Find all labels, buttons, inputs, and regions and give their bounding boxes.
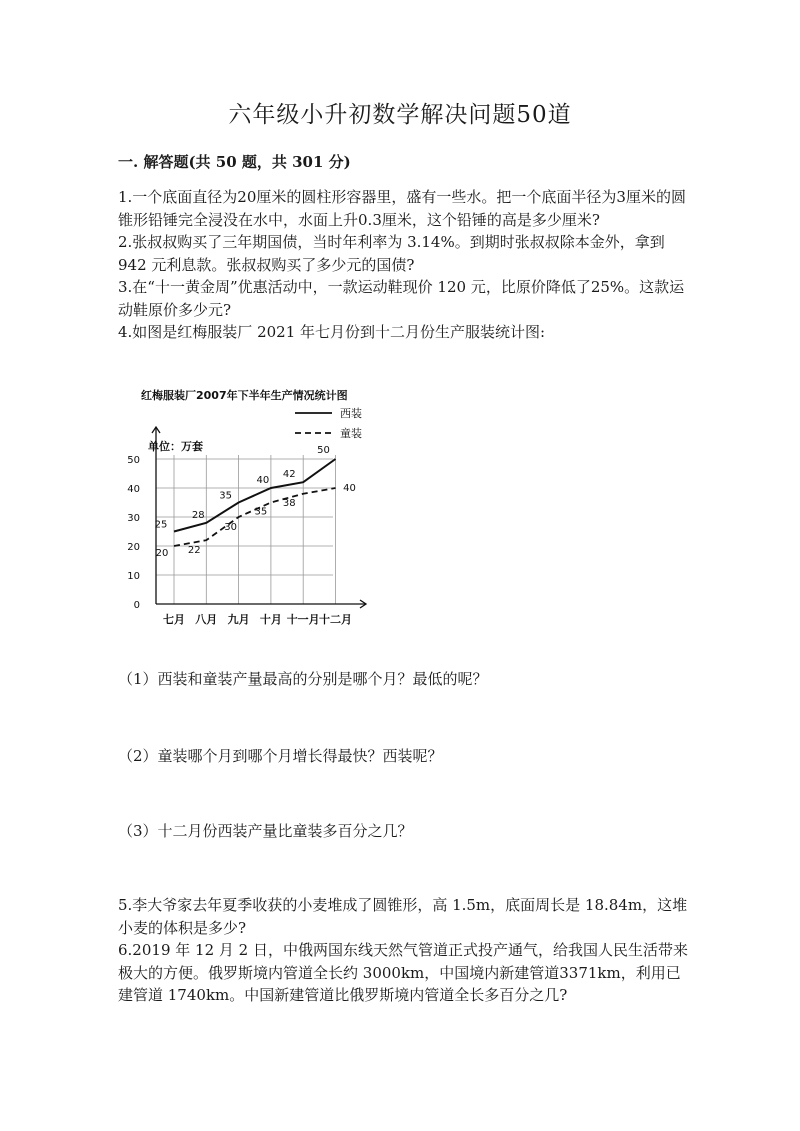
data-label: 40 <box>256 475 270 486</box>
page-title: 六年级小升初数学解决问题50道 <box>228 102 572 128</box>
problem-1: 1.一个底面直径为20厘米的圆柱形容器里，盛有一些水。把一个底面半径为3厘米的圆锥形铅锤完全浸没在水中，水面上升0.3厘米，这个铅锤的高是多少厘米? <box>118 188 686 229</box>
data-label: 35 <box>219 490 232 502</box>
x-tick-label: 十一月 <box>286 613 320 626</box>
x-tick-label: 九月 <box>227 613 250 626</box>
data-label: 35 <box>254 506 268 518</box>
problem-6: 6.2019 年 12 月 2 日，中俄两国东线天然气管道正式投产通气，给我国人民生活带来极大的方便。俄罗斯境内管道全长约 3000km，中国境内新建管道3371km，利用已建管道 1740km。中国新建管道比俄罗斯境内管道全长多百分之几? <box>118 941 688 1004</box>
line-chart <box>118 382 378 642</box>
problem-3: 3.在“十一黄金周”优惠活动中，一款运动鞋现价 120 元，比原价降低了25%。这款运动鞋原价多少元? <box>118 278 685 319</box>
legend-label: 童装 <box>340 427 362 440</box>
problem-2: 2.张叔叔购买了三年期国债，当时年利率为 3.14%。到期时张叔叔除本金外，拿到 942 元利息款。张叔叔购买了多少元的国债? <box>118 233 665 274</box>
chart-ylabel: 单位：万套 <box>148 440 203 453</box>
legend-label: 西装 <box>340 407 362 420</box>
x-tick-label: 十月 <box>259 613 282 626</box>
problem-4: 4.如图是红梅服装厂 2021 年七月份到十二月份生产服装统计图: <box>118 323 546 341</box>
x-tick-label: 八月 <box>195 613 218 626</box>
data-label: 28 <box>191 509 205 521</box>
y-tick-label: 40 <box>127 484 140 495</box>
y-tick-label: 50 <box>127 455 140 466</box>
chart-legend <box>295 406 362 440</box>
problem-list <box>118 186 693 344</box>
data-label: 30 <box>224 522 237 533</box>
y-tick-label: 0 <box>133 600 140 611</box>
data-label: 25 <box>154 519 168 531</box>
sub-question-2: （2）童装哪个月到哪个月增长得最快？西装呢？ <box>118 747 443 765</box>
data-label: 42 <box>282 469 296 481</box>
problem-5: 5.李大爷家去年夏季收获的小麦堆成了圆锥形，高 1.5m，底面周长是 18.84m，这堆小麦的体积是多少? <box>118 896 688 937</box>
data-label: 20 <box>155 548 169 559</box>
data-label: 50 <box>317 445 330 456</box>
section-heading: 一. 解答题(共 50 题，共 301 分) <box>118 153 351 171</box>
y-tick-label: 30 <box>127 513 140 524</box>
chart-series <box>155 445 356 559</box>
sub-question-3: （3）十二月份西装产量比童装多百分之几？ <box>118 822 413 840</box>
data-label: 22 <box>187 545 201 557</box>
data-label: 38 <box>282 497 296 509</box>
chart-title: 红梅服装厂2007年下半年生产情况统计图 <box>141 389 348 402</box>
problem-list-continued <box>118 894 693 1007</box>
x-tick-label: 十二月 <box>319 613 352 626</box>
y-tick-label: 10 <box>127 571 140 582</box>
data-label: 40 <box>343 483 356 494</box>
x-tick-label: 七月 <box>163 613 185 626</box>
y-tick-label: 20 <box>127 542 140 553</box>
sub-question-1: （1）西装和童装产量最高的分别是哪个月？最低的呢？ <box>118 670 488 688</box>
